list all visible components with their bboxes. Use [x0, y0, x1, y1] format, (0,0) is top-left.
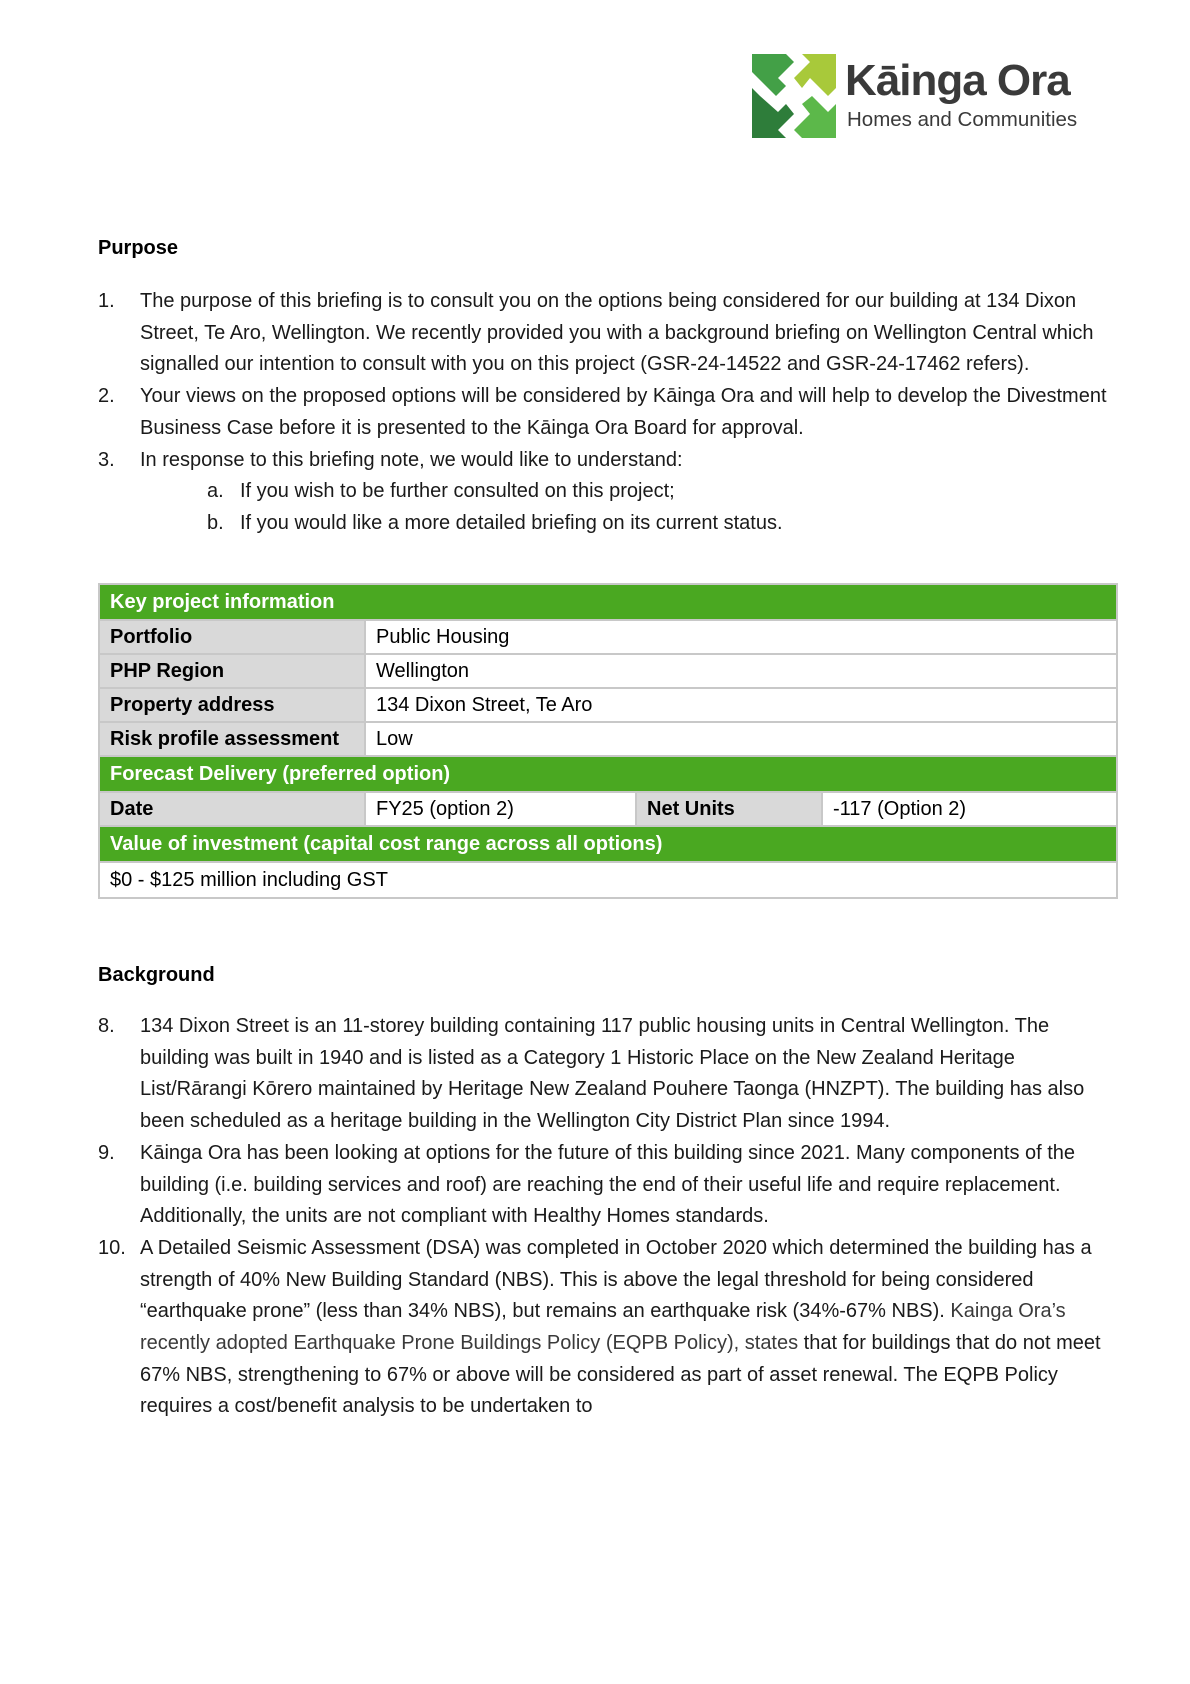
net-units-label: Net Units	[636, 792, 822, 826]
item-number: 3.	[98, 448, 115, 471]
item-text	[140, 1233, 1108, 1423]
item-text: 134 Dixon Street is an 11-storey building containing 117 public housing units in Central Wellington. The building was built in 1940 and is listed as a Category 1 Historic Place on the New Zealand Heritage List/Rārangi Kōrero maintained by Heritage New Zealand Pouhere Taonga (HNZPT). The building has also been scheduled as a heritage building in the Wellington City District Plan since 1994.	[140, 1015, 1085, 1133]
forecast-header: Forecast Delivery (preferred option)	[99, 756, 1117, 792]
logo-subtitle: Homes and Communities	[847, 108, 1078, 131]
list-item	[98, 1011, 1108, 1138]
item-text: Kāinga Ora has been looking at options for the future of this building since 2021. Many components of the building (i.e. building services and roof) are reaching the end of their useful life and require replacement. Additionally, the units are not compliant with Healthy Homes standards.	[140, 1141, 1076, 1228]
row-value: Low	[365, 722, 1117, 756]
purpose-list	[98, 286, 1108, 540]
net-units-value: -117 (Option 2)	[822, 792, 1117, 826]
item-number: 1.	[98, 290, 115, 312]
table-row	[99, 862, 1117, 898]
kainga-ora-logo	[752, 54, 1092, 138]
item-text: In response to this briefing note, we would like to understand:	[140, 448, 683, 471]
table-row	[99, 722, 1117, 756]
key-info-header: Key project information	[99, 584, 1117, 620]
key-project-info-table	[98, 583, 1118, 899]
table-header-row	[99, 756, 1117, 792]
row-label: PHP Region	[99, 654, 365, 688]
table-row	[99, 654, 1117, 688]
investment-header: Value of investment (capital cost range across all options)	[99, 826, 1117, 862]
row-value: Public Housing	[365, 620, 1117, 654]
background-list	[98, 1011, 1108, 1423]
table-header-row	[99, 584, 1117, 620]
logo-title: Kāinga Ora	[845, 56, 1070, 105]
row-value: Wellington	[365, 654, 1117, 688]
logo-mark-icon	[752, 54, 836, 138]
list-item	[98, 1138, 1108, 1233]
investment-value: $0 - $125 million including GST	[99, 862, 1117, 898]
row-label: Portfolio	[99, 620, 365, 654]
list-item	[98, 445, 1108, 477]
list-item	[98, 381, 1108, 444]
item-text: The purpose of this briefing is to consult you on the options being considered for our building at 134 Dixon Street, Te Aro, Wellington. We recently provided you with a background briefing on Wellington Central which signalled our intention to consult with you on this project (GSR-24-14522 and GSR-24-17462 refers).	[140, 290, 1094, 376]
date-value: FY25 (option 2)	[365, 792, 636, 826]
row-label: Risk profile assessment	[99, 722, 365, 756]
item-number: 10.	[98, 1236, 126, 1259]
sub-item-text: If you would like a more detailed briefing on its current status.	[240, 511, 783, 534]
item-text-part: Kainga Ora’s recently adopted Earthquake Prone Buildings Policy (EQPB Policy), states	[140, 1300, 1066, 1355]
table-header-row	[99, 826, 1117, 862]
table-row	[99, 688, 1117, 722]
purpose-heading: Purpose	[98, 237, 179, 259]
sub-item-letter: b.	[207, 511, 224, 534]
item-text: Your views on the proposed options will be considered by Kāinga Ora and will help to develop the Divestment Business Case before it is presented to the Kāinga Ora Board for approval.	[140, 385, 1107, 439]
row-label: Property address	[99, 688, 365, 722]
item-text-part: A Detailed Seismic Assessment (DSA) was completed in October 2020 which determined the building has a strength of 40% New Building Standard (NBS). This is above the legal threshold for being considered “earthquake prone” (less than 34% NBS), but remains an earthquake risk (34%-67% NBS).	[140, 1236, 1092, 1323]
table-row	[99, 620, 1117, 654]
sub-list-item	[98, 476, 1108, 508]
item-number: 8.	[98, 1015, 115, 1037]
item-text-part: that for buildings that do not meet 67% NBS, strengthening to 67% or above will be considered as part of asset renewal. The EQPB Policy requires a cost/benefit analysis to be undertaken to	[140, 1332, 1101, 1418]
date-label: Date	[99, 792, 365, 826]
background-heading: Background	[98, 964, 215, 986]
item-number: 9.	[98, 1141, 115, 1164]
list-item	[98, 1233, 1108, 1423]
item-number: 2.	[98, 385, 115, 408]
sub-item-letter: a.	[207, 480, 224, 503]
sub-item-text: If you wish to be further consulted on this project;	[240, 480, 675, 503]
sub-list-item	[98, 508, 1108, 540]
row-value: 134 Dixon Street, Te Aro	[365, 688, 1117, 722]
table-row	[99, 792, 1117, 826]
list-item	[98, 286, 1108, 381]
